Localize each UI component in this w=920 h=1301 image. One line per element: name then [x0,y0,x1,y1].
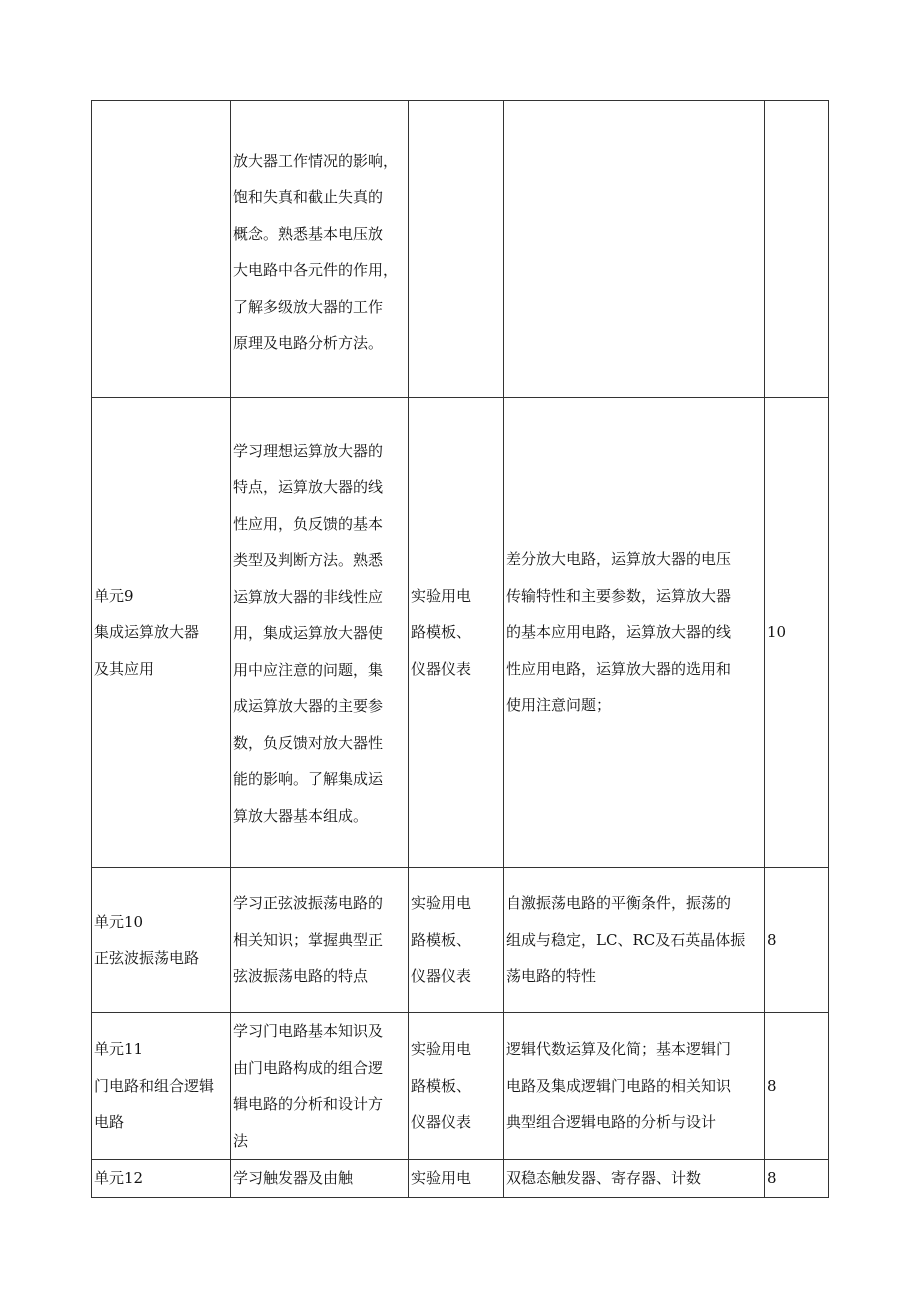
equipment-cell [409,398,504,868]
equipment-line: 仪器仪表 [411,1113,472,1132]
content-line: 逻辑代数运算及化简；基本逻辑门 [506,1040,732,1059]
objectives-line: 学习理想运算放大器的 [233,441,384,460]
content-line: 传输特性和主要参数，运算放大器 [506,586,732,605]
objectives-line: 算放大器基本组成。 [233,806,369,825]
objectives-line: 放大器工作情况的影响， [233,151,399,170]
content-line: 典型组合逻辑电路的分析与设计 [506,1113,717,1132]
objectives-line: 成运算放大器的主要参 [233,697,384,716]
objectives-line: 法 [233,1131,249,1150]
equipment-line: 实验用电 [411,1169,472,1187]
objectives-line: 辑电路的分析和设计方 [233,1095,384,1113]
content-line: 双稳态触发器、寄存器、计数 [506,1169,702,1187]
content-line: 差分放大电路，运算放大器的电压 [506,550,732,569]
objectives-line: 弦波振荡电路的特点 [233,967,369,986]
equipment-line: 路模板、 [411,623,472,642]
equipment-cell [409,101,504,398]
equipment-line: 实验用电 [411,1040,472,1059]
hours-cell [765,101,829,398]
content-line: 组成与稳定，LC、RC及石英晶体振 [506,930,746,949]
unit-number: 单元10 [94,912,144,931]
equipment-cell [409,1160,504,1198]
objectives-line: 相关知识；掌握典型正 [233,930,384,949]
content-line: 的基本应用电路，运算放大器的线 [506,623,732,642]
content-cell [504,868,765,1013]
objectives-line: 学习正弦波振荡电路的 [233,894,384,913]
objectives-line: 性应用，负反馈的基本 [233,514,384,533]
objectives-line: 学习触发器及由触 [233,1169,354,1187]
hours-cell: 10 [765,398,829,868]
unit-title-line: 集成运算放大器 [94,623,200,642]
unit-title-line: 正弦波振荡电路 [94,949,200,967]
content-line: 电路及集成逻辑门电路的相关知识 [506,1076,732,1095]
content-cell [504,1013,765,1160]
equipment-cell [409,868,504,1013]
objectives-line: 运算放大器的非线性应 [233,587,384,606]
objectives-line: 用，集成运算放大器使 [233,624,384,643]
equipment-line: 实验用电 [411,586,472,605]
objectives-line: 由门电路构成的组合逻 [233,1058,384,1077]
table-row [92,868,829,1013]
objectives-cell [231,868,409,1013]
unit-cell [92,1160,231,1198]
unit-cell [92,1013,231,1160]
unit-title-line: 及其应用 [94,659,155,678]
hours-cell: 8 [765,1013,829,1160]
equipment-line: 实验用电 [411,894,472,913]
objectives-cell [231,1013,409,1160]
table-row [92,1160,829,1198]
objectives-line: 饱和失真和截止失真的 [233,188,384,206]
table-row [92,1013,829,1160]
objectives-line: 用中应注意的问题，集 [233,660,384,679]
objectives-line: 学习门电路基本知识及 [233,1022,384,1040]
unit-number: 单元11 [94,1040,144,1059]
objectives-line: 特点，运算放大器的线 [233,478,384,497]
objectives-cell [231,1160,409,1198]
table-row [92,101,829,398]
unit-cell [92,398,231,868]
objectives-line: 概念。熟悉基本电压放 [233,224,384,243]
unit-cell [92,101,231,398]
equipment-line: 仪器仪表 [411,967,472,986]
unit-title-line: 门电路和组合逻辑 [94,1076,215,1095]
hours-cell: 8 [765,1160,829,1198]
objectives-cell [231,101,409,398]
equipment-line: 仪器仪表 [411,659,472,678]
content-cell [504,101,765,398]
table-row [92,398,829,868]
unit-cell [92,868,231,1013]
equipment-line: 路模板、 [411,1076,472,1095]
objectives-line: 大电路中各元件的作用， [233,261,399,279]
objectives-line: 原理及电路分析方法。 [233,334,384,352]
unit-title-line: 电路 [94,1113,125,1132]
objectives-line: 了解多级放大器的工作 [233,297,384,316]
objectives-cell [231,398,409,868]
unit-number: 单元12 [94,1169,144,1187]
content-line: 荡电路的特性 [506,967,597,986]
objectives-line: 能的影响。了解集成运 [233,770,384,789]
objectives-line: 类型及判断方法。熟悉 [233,551,384,570]
equipment-cell [409,1013,504,1160]
objectives-line: 数，负反馈对放大器性 [233,733,384,752]
syllabus-table [91,100,829,1198]
equipment-line: 路模板、 [411,930,472,949]
unit-number: 单元9 [94,586,134,605]
content-line: 性应用电路，运算放大器的选用和 [506,659,732,678]
content-cell [504,398,765,868]
content-line: 使用注意问题； [506,696,612,715]
content-line: 自激振荡电路的平衡条件，振荡的 [506,894,732,913]
hours-cell: 8 [765,868,829,1013]
content-cell [504,1160,765,1198]
